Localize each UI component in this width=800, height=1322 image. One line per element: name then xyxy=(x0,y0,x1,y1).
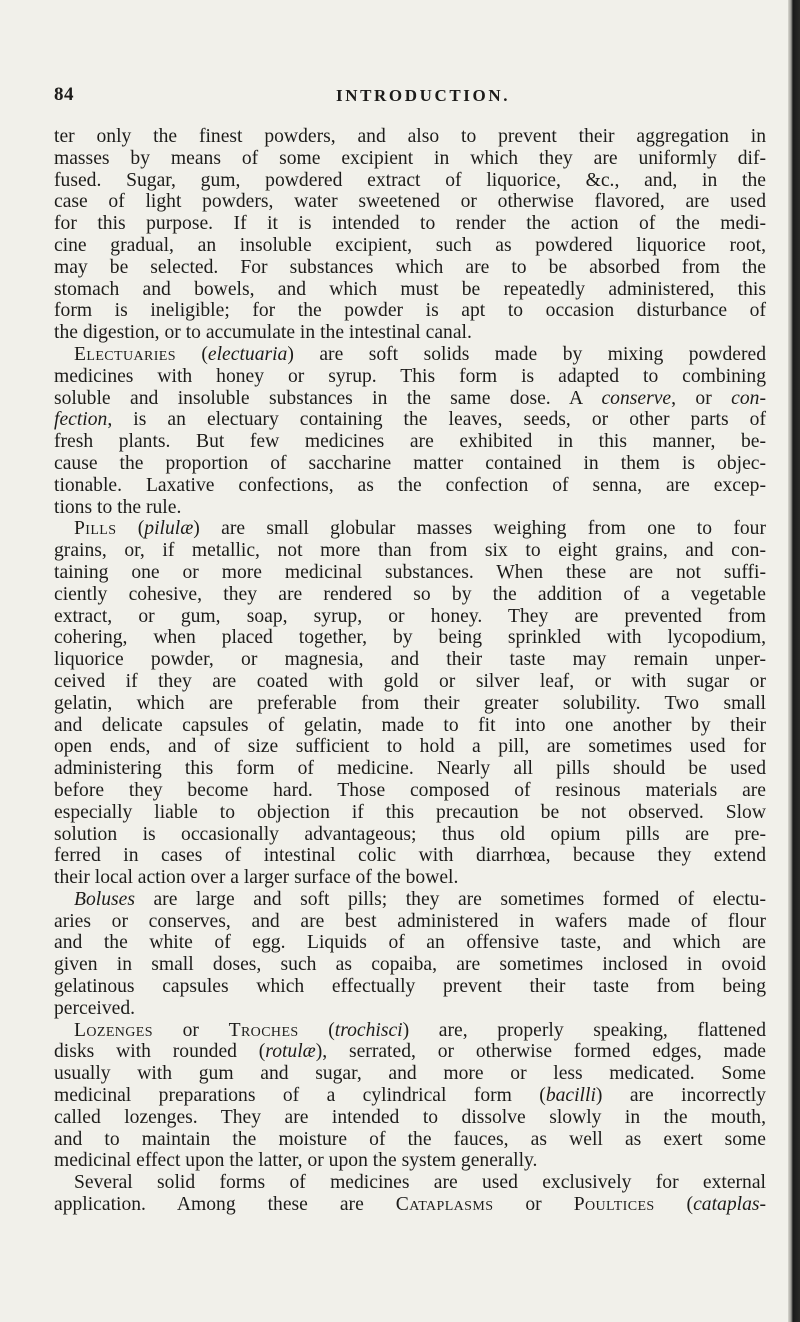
text-run: medicinal preparations of a cylindrical form ( xyxy=(54,1085,546,1107)
body-text xyxy=(54,126,766,1216)
text-line xyxy=(54,388,766,410)
text-line xyxy=(54,497,766,519)
text-line xyxy=(54,1041,766,1063)
italic-term: fection xyxy=(54,409,108,431)
text-line xyxy=(54,715,766,737)
text-run: tions to the rule. xyxy=(54,496,182,518)
text-line xyxy=(54,1107,766,1129)
italic-term: conserve xyxy=(601,387,672,409)
text-run: extract, or gum, soap, syrup, or honey. They are prevented from xyxy=(54,605,766,627)
italic-term: pilulæ xyxy=(144,518,194,540)
text-run: open ends, and of size sufficient to hold a pill, are sometimes used for xyxy=(54,736,766,758)
text-line xyxy=(54,191,766,213)
text-line xyxy=(54,148,766,170)
italic-term: Boluses xyxy=(74,888,135,910)
text-run: medicinal effect upon the latter, or upon the system generally. xyxy=(54,1150,538,1172)
text-run: may be selected. For substances which are to be absorbed from the xyxy=(54,256,766,278)
text-run: ferred in cases of intestinal colic with diarrhœa, because they extend xyxy=(54,845,766,867)
text-run: ( xyxy=(116,518,145,540)
text-line xyxy=(54,540,766,562)
text-line xyxy=(54,344,766,366)
text-run: cohering, when placed together, by being sprinkled with lycopodium, xyxy=(54,627,766,649)
text-run: tionable. Laxative confections, as the confection of senna, are excep- xyxy=(54,474,766,496)
text-line xyxy=(54,736,766,758)
text-run: or xyxy=(152,1019,229,1041)
text-line xyxy=(54,1172,766,1194)
text-run: fused. Sugar, gum, powdered extract of liquorice, &c., and, in the xyxy=(54,169,766,191)
italic-term: con- xyxy=(731,387,766,409)
text-line xyxy=(54,932,766,954)
text-line xyxy=(54,235,766,257)
text-run: taining one or more medicinal substances. When these are not suffi- xyxy=(54,561,766,583)
text-run: for this purpose. If it is intended to render the action of the medi- xyxy=(54,213,766,235)
text-line xyxy=(54,322,766,344)
italic-term: rotulæ xyxy=(265,1041,316,1063)
text-line xyxy=(54,1194,766,1216)
text-run: usually with gum and sugar, and more or less medicated. Some xyxy=(54,1063,766,1085)
text-run: , is an electuary containing the leaves, seeds, or other parts of xyxy=(107,409,766,431)
text-run: gelatin, which are preferable from their greater solubility. Two small xyxy=(54,692,766,714)
text-run: are large and soft pills; they are sometimes formed of electu- xyxy=(134,888,766,910)
italic-term: electuaria xyxy=(207,343,288,365)
text-line xyxy=(54,1150,766,1172)
text-line xyxy=(54,453,766,475)
text-line xyxy=(54,170,766,192)
small-caps-term: Pills xyxy=(74,518,117,540)
text-run: liquorice powder, or magnesia, and their taste may remain unper- xyxy=(54,649,766,671)
text-line xyxy=(54,845,766,867)
text-run: or xyxy=(493,1194,574,1216)
text-run: their local action over a larger surface of the bowel. xyxy=(54,867,459,889)
text-run: ) are soft solids made by mixing powdered xyxy=(287,343,766,365)
text-run: ( xyxy=(175,343,208,365)
text-run: ) are incorrectly xyxy=(595,1085,766,1107)
text-run: and to maintain the moisture of the fauces, as well as exert some xyxy=(54,1128,766,1150)
text-run: disks with rounded ( xyxy=(54,1041,266,1063)
text-run: before they become hard. Those composed of resinous materials are xyxy=(54,779,766,801)
text-run: stomach and bowels, and which must be repeatedly administered, this xyxy=(54,278,766,300)
text-line xyxy=(54,627,766,649)
text-line xyxy=(54,976,766,998)
text-run: application. Among these are xyxy=(54,1194,396,1216)
text-line xyxy=(54,802,766,824)
text-line xyxy=(54,954,766,976)
text-line xyxy=(54,518,766,540)
text-line xyxy=(54,1085,766,1107)
italic-term: cataplas- xyxy=(693,1194,767,1216)
text-run: and delicate capsules of gelatin, made to fit into one another by their xyxy=(54,714,766,736)
text-line xyxy=(54,998,766,1020)
text-run: administering this form of medicine. Nearly all pills should be used xyxy=(54,758,766,780)
text-run: case of light powders, water sweetened or otherwise flavored, are used xyxy=(54,191,766,213)
text-line xyxy=(54,911,766,933)
text-run: solution is occasionally advantageous; thus old opium pills are pre- xyxy=(54,823,766,845)
text-line xyxy=(54,867,766,889)
text-line xyxy=(54,889,766,911)
italic-term: bacilli xyxy=(545,1085,596,1107)
text-line xyxy=(54,257,766,279)
text-run: the digestion, or to accumulate in the intestinal canal. xyxy=(54,322,472,344)
text-run: masses by means of some excipient in which they are uniformly dif- xyxy=(54,147,766,169)
text-run: soluble and insoluble substances in the same dose. A xyxy=(54,387,602,409)
text-line xyxy=(54,693,766,715)
text-run: ( xyxy=(654,1194,694,1216)
italic-term: trochisci xyxy=(334,1019,403,1041)
text-run: perceived. xyxy=(54,997,136,1019)
text-line xyxy=(54,366,766,388)
text-run: called lozenges. They are intended to dissolve slowly in the mouth, xyxy=(54,1106,766,1128)
running-title: INTRODUCTION. xyxy=(336,86,511,105)
text-line xyxy=(54,671,766,693)
text-line xyxy=(54,475,766,497)
text-run: cine gradual, an insoluble excipient, such as powdered liquorice root, xyxy=(54,234,766,256)
text-run: grains, or, if metallic, not more than from six to eight grains, and con- xyxy=(54,540,766,562)
text-run: Several solid forms of medicines are used exclusively for external xyxy=(74,1172,766,1194)
text-run: especially liable to objection if this precaution be not observed. Slow xyxy=(54,801,766,823)
text-line xyxy=(54,279,766,301)
text-run: , or xyxy=(671,387,732,409)
text-line xyxy=(54,562,766,584)
text-run: ) are small globular masses weighing from one to four xyxy=(193,518,766,540)
text-line xyxy=(54,126,766,148)
text-run: ), serrated, or otherwise formed edges, made xyxy=(315,1041,766,1063)
text-line xyxy=(54,431,766,453)
small-caps-term: Lozenges xyxy=(74,1019,153,1041)
text-run: ter only the finest powders, and also to prevent their aggregation in xyxy=(54,126,766,147)
small-caps-term: Troches xyxy=(228,1019,299,1041)
text-run: fresh plants. But few medicines are exhibited in this manner, be- xyxy=(54,431,766,453)
running-head xyxy=(54,84,762,110)
page-edge xyxy=(788,0,800,1322)
text-line xyxy=(54,213,766,235)
page-number: 84 xyxy=(54,84,74,105)
text-line xyxy=(54,584,766,606)
text-line xyxy=(54,824,766,846)
text-run: medicines with honey or syrup. This form is adapted to combining xyxy=(54,365,766,387)
text-run: ceived if they are coated with gold or silver leaf, or with sugar or xyxy=(54,670,766,692)
small-caps-term: Cataplasms xyxy=(395,1194,494,1216)
text-run: ( xyxy=(298,1019,335,1041)
text-line xyxy=(54,1129,766,1151)
small-caps-term: Electuaries xyxy=(74,343,176,365)
text-line xyxy=(54,606,766,628)
text-line xyxy=(54,409,766,431)
text-line xyxy=(54,758,766,780)
text-run: ) are, properly speaking, flattened xyxy=(402,1019,766,1041)
text-line xyxy=(54,780,766,802)
text-line xyxy=(54,1020,766,1042)
text-run: aries or conserves, and are best administered in wafers made of flour xyxy=(54,910,766,932)
text-run: and the white of egg. Liquids of an offensive taste, and which are xyxy=(54,932,766,954)
text-line xyxy=(54,649,766,671)
text-run: form is ineligible; for the powder is apt to occasion disturbance of xyxy=(54,300,766,322)
text-line xyxy=(54,1063,766,1085)
text-run: cause the proportion of saccharine matter contained in them is objec- xyxy=(54,452,766,474)
text-run: given in small doses, such as copaiba, are sometimes inclosed in ovoid xyxy=(54,954,766,976)
text-run: gelatinous capsules which effectually prevent their taste from being xyxy=(54,976,766,998)
text-line xyxy=(54,300,766,322)
small-caps-term: Poultices xyxy=(573,1194,655,1216)
text-run: ciently cohesive, they are rendered so by the addition of a vegetable xyxy=(54,583,766,605)
